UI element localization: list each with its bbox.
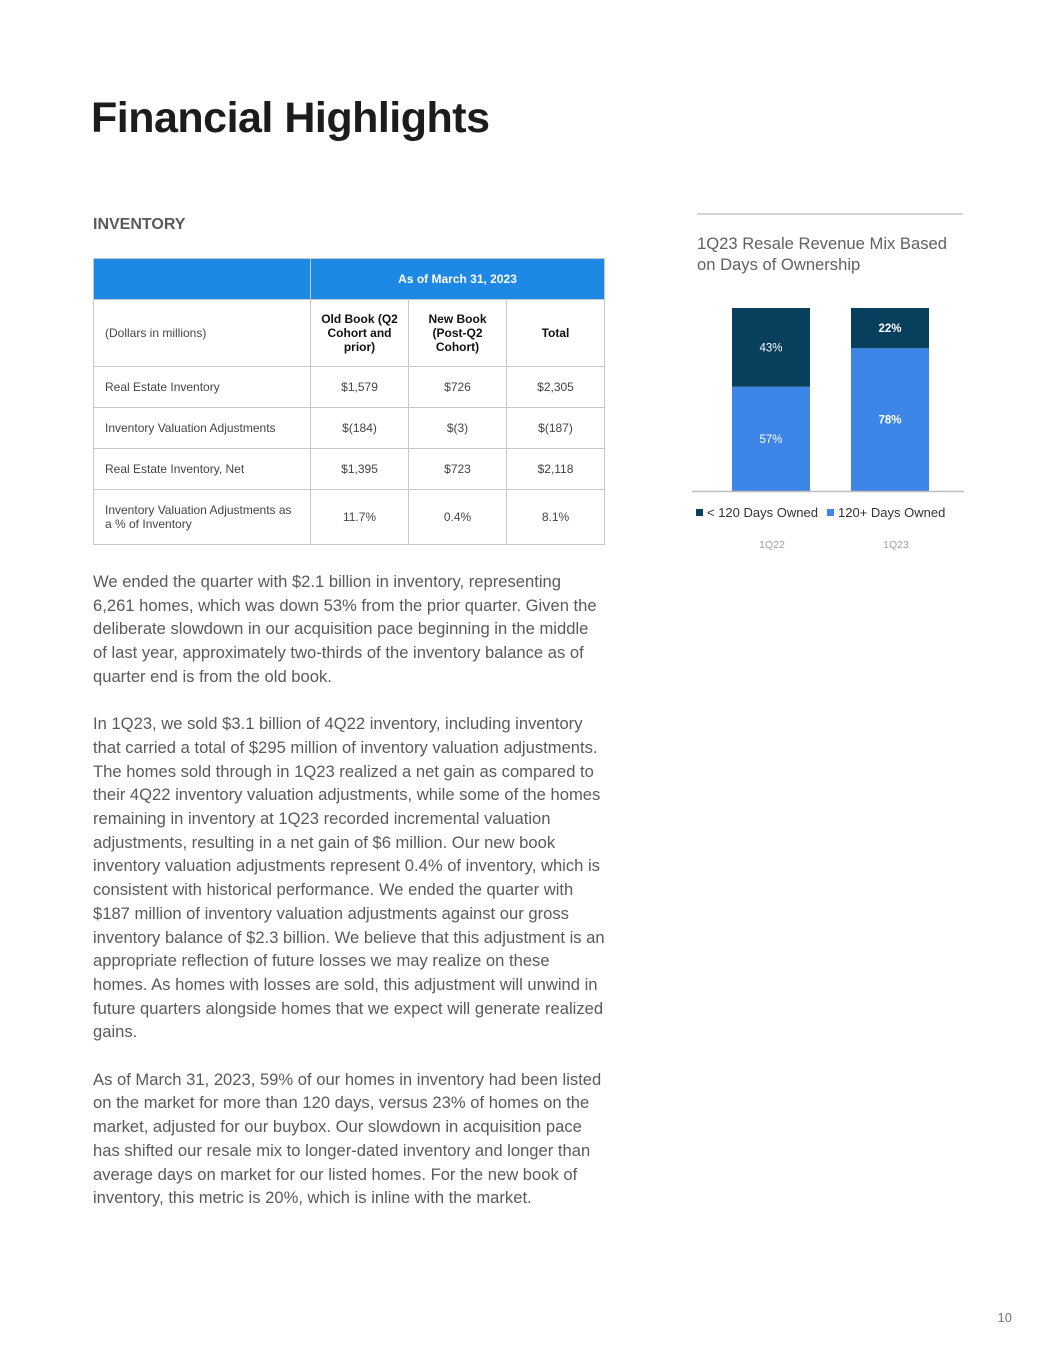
table-row xyxy=(94,408,605,449)
section-label-inventory: INVENTORY xyxy=(93,216,186,233)
cell-old-book: $1,395 xyxy=(311,449,409,490)
table-row-header: (Dollars in millions) xyxy=(94,300,311,367)
chart-legend xyxy=(696,505,945,520)
cell-total: $(187) xyxy=(507,408,605,449)
cell-total: $2,305 xyxy=(507,367,605,408)
x-tick-label: 1Q23 xyxy=(883,539,909,551)
table-row xyxy=(94,367,605,408)
row-label: Real Estate Inventory xyxy=(94,367,311,408)
legend-swatch xyxy=(827,509,834,516)
row-label: Inventory Valuation Adjustments xyxy=(94,408,311,449)
paragraph: We ended the quarter with $2.1 billion in inventory, representing 6,261 homes, which was down 53% from the prior quarter. Given the deliberate slowdown in our acquisition pace beginning in the middle of last year, approximately two-thirds of the inventory balance as of quarter end is from the old book. xyxy=(93,572,597,686)
legend-label: < 120 Days Owned xyxy=(707,505,818,520)
legend-swatch xyxy=(696,509,703,516)
data-label: 57% xyxy=(759,433,783,446)
row-label: Real Estate Inventory, Net xyxy=(94,449,311,490)
table-row xyxy=(94,490,605,545)
paragraph: As of March 31, 2023, 59% of our homes in inventory had been listed on the market for more than 120 days, versus 23% of homes on the market, adjusted for our buybox. Our slowdown in acquisition pace has shifted our resale mix to longer-dated inventory and longer than average days on market for our listed homes. For the new book of inventory, this metric is 20%, which is inline with the market. xyxy=(93,1069,602,1208)
column-header-total: Total xyxy=(507,300,605,367)
x-tick-label: 1Q22 xyxy=(759,539,785,551)
cell-old-book: 11.7% xyxy=(311,490,409,545)
cell-total: $2,118 xyxy=(507,449,605,490)
cell-new-book: $(3) xyxy=(409,408,507,449)
table-row xyxy=(94,449,605,490)
cell-old-book: $(184) xyxy=(311,408,409,449)
page-title: Financial Highlights xyxy=(91,94,490,142)
cell-old-book: $1,579 xyxy=(311,367,409,408)
legend-label: 120+ Days Owned xyxy=(838,505,946,520)
table-group-header-row xyxy=(94,259,605,300)
row-label: Inventory Valuation Adjustments as a % of Inventory xyxy=(94,490,311,545)
table-header-blank-cell xyxy=(94,259,311,300)
page-number: 10 xyxy=(997,1310,1012,1325)
cell-new-book: 0.4% xyxy=(409,490,507,545)
cell-total: 8.1% xyxy=(507,490,605,545)
chart-bars xyxy=(732,308,929,491)
chart-x-ticks xyxy=(759,539,909,551)
chart-title: 1Q23 Resale Revenue Mix Based on Days of Ownership xyxy=(697,234,947,274)
table-column-header-row xyxy=(94,300,605,367)
resale-mix-chart xyxy=(690,300,970,560)
paragraph: In 1Q23, we sold $3.1 billion of 4Q22 inventory, including inventory that carried a total of $295 million of inventory valuation adjustments. The homes sold through in 1Q23 realized a net gain as compared to their 4Q22 inventory valuation adjustments, while some of the homes remaining in inventory at 1Q23 recorded incremental valuation adjustments, resulting in a net gain of $6 million. Our new book inventory valuation adjustments represent 0.4% of inventory, which is consistent with historical performance. We ended the quarter with $187 million of inventory valuation adjustments against our gross inventory balance of $2.3 billion. We believe that this adjustment is an appropriate reflection of future losses we may realize on these homes. As homes with losses are sold, this adjustment will unwind in future quarters alongside homes that we expect will generate realized gains. xyxy=(93,714,605,1042)
body-text xyxy=(93,570,605,1234)
column-header-old-book: Old Book (Q2 Cohort and prior) xyxy=(311,300,409,367)
column-header-new-book: New Book (Post-Q2 Cohort) xyxy=(409,300,507,367)
chart-divider xyxy=(697,213,963,215)
data-label: 43% xyxy=(759,342,783,355)
data-label: 78% xyxy=(878,414,902,427)
inventory-table xyxy=(93,258,605,545)
table-group-header: As of March 31, 2023 xyxy=(311,259,605,300)
cell-new-book: $723 xyxy=(409,449,507,490)
cell-new-book: $726 xyxy=(409,367,507,408)
data-label: 22% xyxy=(878,323,902,336)
